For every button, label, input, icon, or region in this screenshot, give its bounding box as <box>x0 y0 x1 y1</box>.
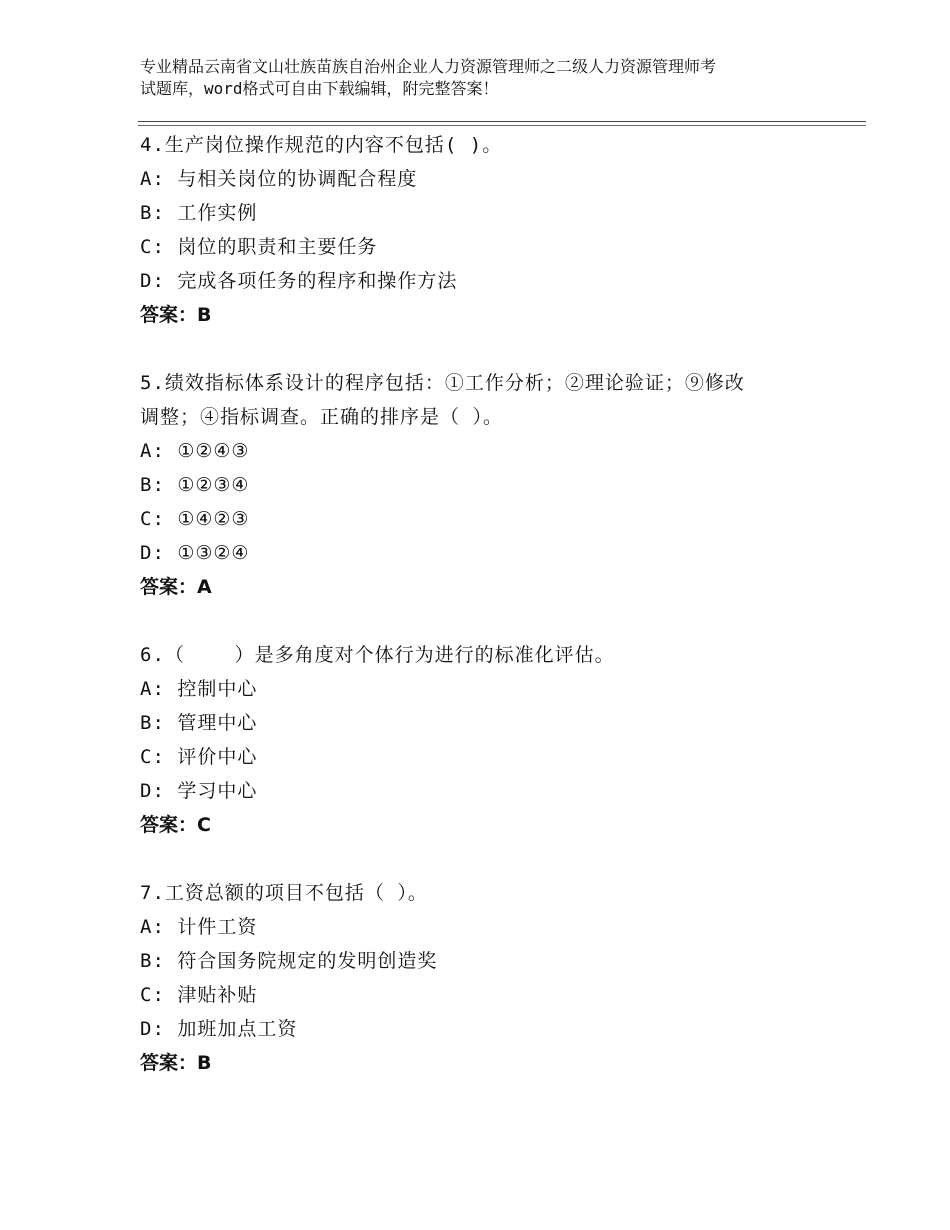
question-stem: 4.生产岗位操作规范的内容不包括( )。 <box>140 134 503 156</box>
question-stem: 5.绩效指标体系设计的程序包括：①工作分析；②理论验证；⑨修改 <box>140 372 745 394</box>
option-c: C: 津贴补贴 <box>140 984 258 1006</box>
option-b: B: 管理中心 <box>140 712 258 734</box>
question-item <box>140 638 840 842</box>
option-d: D: 学习中心 <box>140 780 258 802</box>
answer-label: 答案：B <box>140 304 212 326</box>
option-c: C: 岗位的职责和主要任务 <box>140 236 378 258</box>
option-b: B: ①②③④ <box>140 474 250 496</box>
answer-label: 答案：B <box>140 1052 212 1074</box>
question-list <box>140 128 840 1114</box>
question-stem: 7.工资总额的项目不包括（ ）。 <box>140 882 428 904</box>
option-a: A: 控制中心 <box>140 678 258 700</box>
option-d: D: ①③②④ <box>140 542 250 564</box>
option-b: B: 工作实例 <box>140 202 258 224</box>
answer-label: 答案：A <box>140 576 212 598</box>
option-a: A: 与相关岗位的协调配合程度 <box>140 168 418 190</box>
option-c: C: ①④②③ <box>140 508 250 530</box>
document-header <box>140 56 840 100</box>
option-b: B: 符合国务院规定的发明创造奖 <box>140 950 438 972</box>
option-d: D: 加班加点工资 <box>140 1018 298 1040</box>
question-stem-continued: 调整；④指标调查。正确的排序是（ ）。 <box>140 406 503 428</box>
option-d: D: 完成各项任务的程序和操作方法 <box>140 270 458 292</box>
answer-label: 答案：C <box>140 814 211 836</box>
header-divider <box>138 121 866 122</box>
question-item <box>140 876 840 1080</box>
option-a: A: 计件工资 <box>140 916 258 938</box>
question-item <box>140 366 840 604</box>
option-c: C: 评价中心 <box>140 746 258 768</box>
header-line-1: 专业精品云南省文山壮族苗族自治州企业人力资源管理师之二级人力资源管理师考 <box>140 57 717 76</box>
header-line-2: 试题库，word格式可自由下载编辑，附完整答案！ <box>140 79 499 98</box>
question-stem: 6.（ ）是多角度对个体行为进行的标准化评估。 <box>140 644 615 666</box>
question-item <box>140 128 840 332</box>
option-a: A: ①②④③ <box>140 440 250 462</box>
header-divider-secondary <box>138 125 866 126</box>
